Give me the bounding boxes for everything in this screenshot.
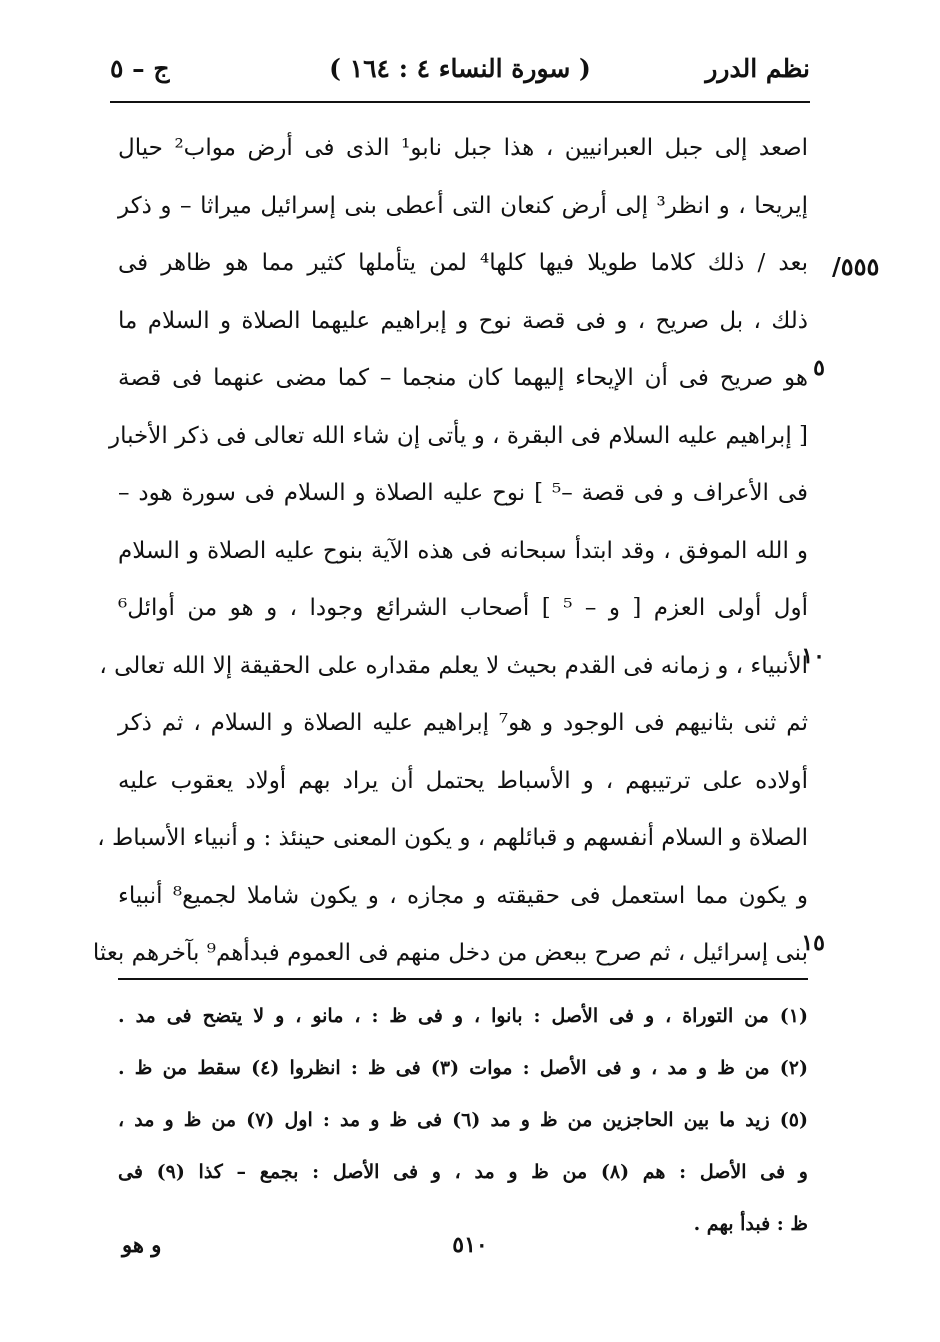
- text-line: الأنبياء ، و زمانه فى القدم بحيث لا يعلم مقداره على الحقيقة إلا الله تعالى ،: [99, 652, 808, 679]
- text-line: إيريحا ، و انظر³ إلى أرض كنعان التى أعطى بنى إسرائيل ميراثا – و ذكر: [118, 192, 808, 219]
- text-line: و الله الموفق ، وقد ابتدأ سبحانه فى هذه الآية بنوح عليه الصلاة و السلام: [118, 537, 808, 564]
- footnotes: [118, 990, 808, 1250]
- text-line: بنى إسرائيل ، ثم صرح ببعض من دخل منهم فى العموم فبدأهم⁹ بآخرهم بعثا: [92, 940, 808, 966]
- text-line: فى الأعراف و فى قصة –⁵ ] نوح عليه الصلاة و السلام فى سورة هود –: [118, 480, 809, 506]
- footnote-line: و فى الأصل : هم (٨) من ظ و مد ، و فى الأصل : بجمع – كذا (٩) فى: [118, 1161, 808, 1183]
- text-line: [ إبراهيم عليه السلام فى البقرة ، و يأتى إن شاء الله تعالى فى ذكر الأخبار: [109, 422, 808, 449]
- text-line: بعد / ذلك كلاما طويلا فيها كلها⁴ لمن يتأملها كثير مما هو ظاهر فى: [118, 250, 808, 276]
- footnote-line: ظ : فبدأ بهم .: [693, 1213, 808, 1235]
- line-number-15: ١٥: [801, 930, 825, 956]
- text-line: أول أولى العزم [ و – ⁵ ] أصحاب الشرائع وجودا ، و هو من أوائل⁶: [118, 595, 808, 621]
- text-line: ذلك ، بل صريح ، و فى قصة نوح و إبراهيم عليهما الصلاة و السلام ما: [118, 307, 808, 334]
- text-line: أولاده على ترتيبهم ، و الأسباط يحتمل أن يراد بهم أولاد يعقوب عليه: [118, 767, 808, 794]
- text-line: هو صريح فى أن الإيحاء إليهما كان منجما – كما مضى عنهما فى قصة: [118, 365, 808, 391]
- footnote-line: (١) من التوراة ، و فى الأصل : بانوا ، و فى ظ : ، مانو ، و لا يتضح فى مد .: [118, 1005, 808, 1027]
- main-text: [92, 120, 809, 983]
- footnote-line: (٥) زيد ما بين الحاجزين من ظ و مد (٦) فى ظ و مد : اول (٧) من ظ و مد ،: [118, 1109, 809, 1131]
- book-title: نظم الدرر: [705, 54, 810, 83]
- line-number-5: ٥: [813, 355, 825, 381]
- volume-number: ج – ٥: [110, 54, 170, 83]
- line-number-10: ١٠: [801, 643, 825, 669]
- running-header: [110, 50, 810, 96]
- text-line: ثم ثنى بثانيهم فى الوجود و هو⁷ إبراهيم عليه الصلاة و السلام ، ثم ذكر: [118, 710, 809, 736]
- footnote-rule: [118, 978, 808, 980]
- page-number: ٥١٠: [452, 1232, 488, 1258]
- header-rule: [110, 101, 810, 103]
- manuscript-folio-marker: /٥٥٥: [832, 252, 880, 281]
- text-line: الصلاة و السلام أنفسهم و قبائلهم ، و يكون المعنى حينئذ : و أنبياء الأسباط ،: [97, 825, 808, 851]
- catchword: و هو: [122, 1232, 162, 1257]
- text-line: و يكون مما استعمل فى حقيقته و مجازه ، و يكون شاملا لجميع⁸ أنبياء: [118, 882, 808, 909]
- surah-reference: ( سورة النساء ٤ : ١٦٤ ): [329, 54, 591, 83]
- footnote-line: (٢) من ظ و مد ، و فى الأصل : موات (٣) فى ظ : انظروا (٤) سقط من ظ .: [118, 1057, 808, 1079]
- text-line: اصعد إلى جبل العبرانيين ، هذا جبل نابو¹ الذى فى أرض مواب² حيال: [118, 135, 808, 161]
